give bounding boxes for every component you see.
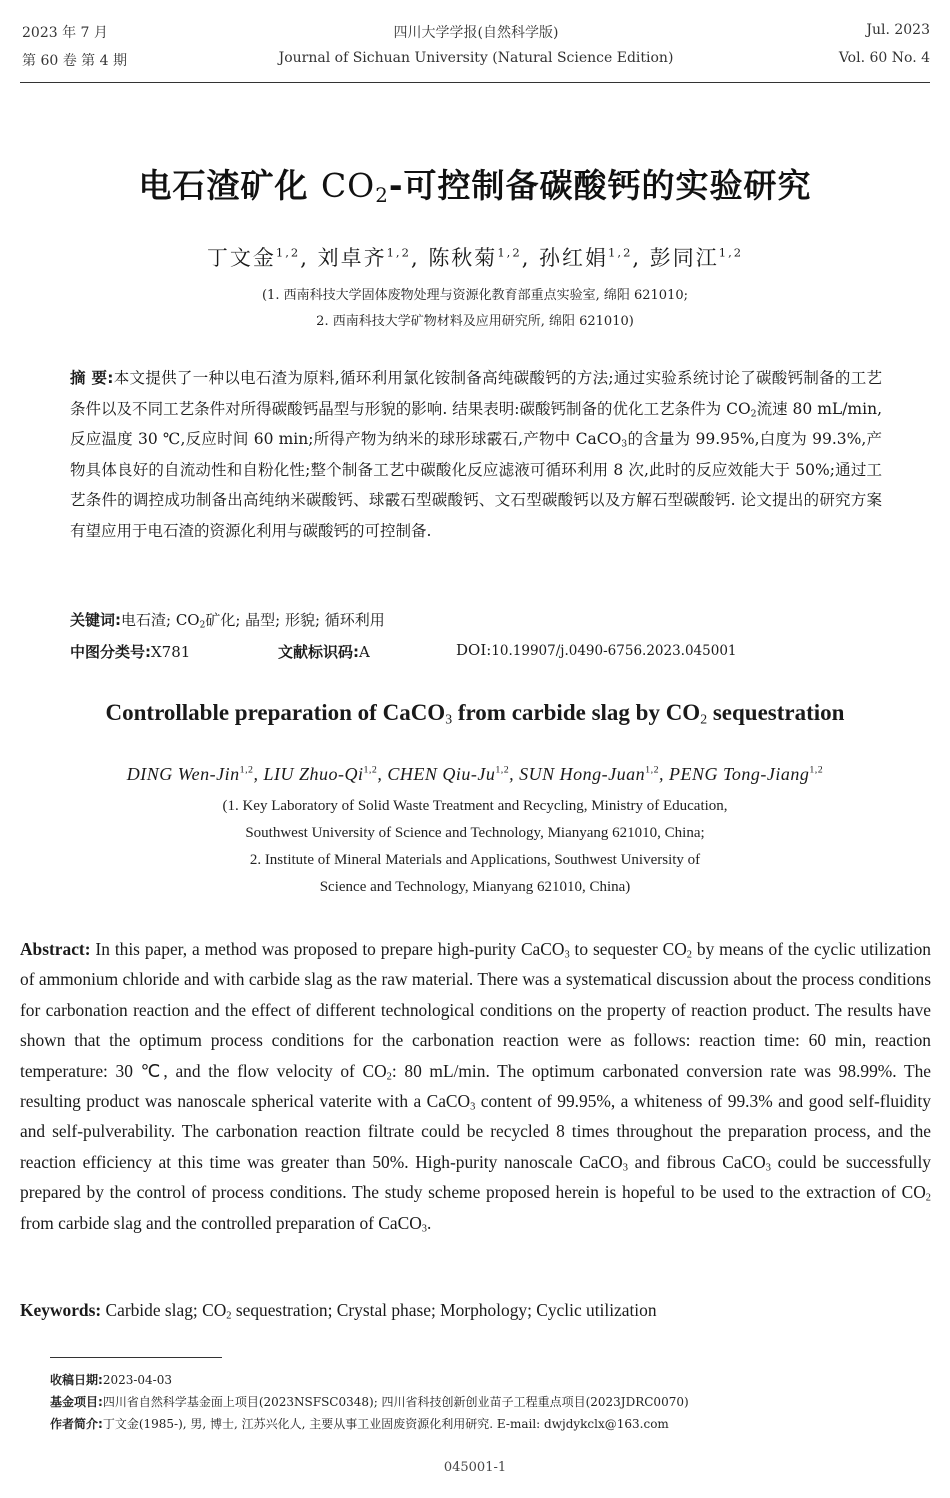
issue-date-cn: 2023 年 7 月 [22,25,108,41]
author-bio-value: 丁文金(1985-), 男, 博士, 江苏兴化人, 主要从事工业固废资源化利用研究. E-mail: dwjdykclx@163.com [102,1417,669,1431]
author-cn: 陈秋菊 [428,246,498,270]
footnote-funding [50,1393,689,1410]
keywords-en-text: Carbide slag; CO [101,1300,227,1320]
keywords-cn-label: 关键词: [70,611,121,629]
title-cn-co: CO [320,166,376,205]
subscript: 2 [700,711,708,727]
title-en-part: Controllable preparation of CaCO [105,700,446,725]
volume-cn: 第 60 卷 第 4 期 [22,53,127,69]
footnote-divider [50,1357,222,1358]
subscript: 2 [750,407,757,419]
doi-value: 10.19907/j.0490-6756.2023.045001 [491,643,737,659]
author-cn: 刘卓齐 [317,246,387,270]
paper-title-en [0,700,950,726]
abstract-en-text: : 80 mL/min. The optimum carbonated conversion rate was 98.99%. The resulting product was nanoscale spherical vaterite with a CaCO [20,1060,932,1112]
document-code-value: A [359,643,370,661]
author-affiliation-mark: 1,2 [497,245,522,260]
affiliation-en-3: 2. Institute of Mineral Materials and Applications, Southwest University of [249,852,701,868]
journal-name-en: Journal of Sichuan University (Natural Science Edition) [278,50,674,66]
footnote-received [50,1371,172,1388]
keywords-en-text: sequestration; Crystal phase; Morphology; Cyclic utilization [231,1300,657,1320]
keywords-cn-text: 矿化; 晶型; 形貌; 循环利用 [205,611,385,629]
author-list-cn: 丁文金$^{1,2}$, 刘卓齐$^{1,2}$, 陈秋菊$^{1,2}$, 孙红娟$^{1,2}$, 彭同江$^{1,2}$ [206,245,744,270]
affiliation-en-1: (1. Key Laboratory of Solid Waste Treatment and Recycling, Ministry of Education, [222,798,728,814]
page-number: 045001-1 [443,1460,507,1475]
subscript: 2 [925,1192,931,1204]
doi-label: DOI: [456,641,492,659]
author-bio-label: 作者简介: [50,1417,103,1431]
subscript: 2 [199,620,206,631]
document-code [278,641,370,662]
abstract-en-text: content of 99.95%, a whiteness of 99.3% and good self-fluidity and self-pulverability. The carbonation reaction filtrate could be recycled 8 times throughout the preparation process, and the reaction efficiency at this time was greater than 50%. High-purity nanoscale CaCO [20,1091,932,1172]
affiliation-cn-2: 2. 西南科技大学矿物材料及应用研究所, 绵阳 621010) [316,314,634,329]
abstract-cn-text: 流速 80 mL/min,反应温度 30 ℃,反应时间 60 min;所得产物为纳米的球形球霰石,产物中 CaCO [70,399,882,448]
funding-label: 基金项目: [50,1395,103,1409]
author-en: DING Wen-Jin [126,764,240,784]
author-affiliation-mark: 1,2 [386,245,411,260]
clc-value: X781 [151,643,191,661]
author-cn: 丁文金 [206,246,276,270]
doi [456,641,737,659]
keywords-cn-text: 电石渣; CO [121,611,200,629]
abstract-en-text: from carbide slag and the controlled preparation of CaCO [20,1212,422,1233]
keywords-en [20,1300,657,1321]
document-code-label: 文献标识码: [278,643,359,661]
title-en-part: from carbide slag by CO [452,700,701,725]
keywords-cn [70,609,385,630]
author-affiliation-mark: 1,2 [239,764,254,776]
author-en: SUN Hong-Juan [519,764,646,784]
affiliation-en-2: Southwest University of Science and Technology, Mianyang 621010, China; [245,825,705,841]
clc-code [70,643,190,661]
abstract-en-text: . [427,1212,432,1233]
author-affiliation-mark: 1,2 [363,764,378,776]
abstract-cn [70,363,882,546]
abstract-en-text: by means of the cyclic utilization of ammonium chloride and with carbide slag as the raw material. There was a systematical discussion about the process conditions for carbonation reaction and the effect of different technological conditions on the property of reaction product. The results have shown that the optimum process conditions for the carbonation reaction were as follows: reaction time: 60 min, reaction temperature: 30 ℃, and the flow velocity of CO [20,939,931,1081]
abstract-en-text: and fibrous CaCO [627,1151,766,1172]
subscript: 3 [564,949,570,961]
title-cn-subscript: 2 [375,183,389,207]
subscript: 3 [445,711,453,727]
subscript: 2 [386,1071,392,1083]
author-affiliation-mark: 1,2 [495,764,510,776]
subscript: 3 [622,1162,628,1174]
issue-date-en: Jul. 2023 [866,22,930,38]
subscript: 2 [686,949,692,961]
author-en: PENG Tong-Jiang [669,764,810,784]
abstract-en [20,934,931,1238]
classification-row [70,641,890,662]
received-label: 收稿日期: [50,1373,103,1387]
subscript: 3 [621,438,628,450]
abstract-en-text: In this paper, a method was proposed to prepare high-purity CaCO [90,939,565,959]
clc-label: 中图分类号: [70,643,151,661]
abstract-en-label: Abstract: [20,939,91,959]
journal-name-cn: 四川大学学报(自然科学版) [393,25,559,41]
abstract-cn-text: 本文提供了一种以电石渣为原料,循环利用氯化铵制备高纯碳酸钙的方法;通过实验系统讨论了碳酸钙制备的工艺条件以及不同工艺条件对所得碳酸钙晶型与形貌的影响. 结果表明:碳酸钙制备的优化工艺条件为 CO [70,369,882,418]
author-cn: 孙红娟 [539,246,609,270]
title-cn-part: -可控制备碳酸钙的实验研究 [388,166,812,205]
author-en: CHEN Qiu-Ju [387,764,496,784]
author-affiliation-mark: 1,2 [718,245,744,260]
received-value: 2023-04-03 [102,1373,172,1387]
subscript: 3 [470,1101,476,1113]
funding-value: 四川省自然科学基金面上项目(2023NSFSC0348); 四川省科技创新创业苗子工程重点项目(2023JDRC0070) [102,1395,689,1409]
volume-en: Vol. 60 No. 4 [838,50,930,66]
author-affiliation-mark: 1,2 [645,764,660,776]
author-affiliation-mark: 1,2 [275,245,301,260]
affiliation-cn-1: (1. 西南科技大学固体废物处理与资源化教育部重点实验室, 绵阳 621010; [261,288,688,303]
subscript: 3 [421,1223,427,1235]
title-cn-part: 电石渣矿化 [138,166,321,205]
abstract-cn-text: 的含量为 99.95%,白度为 99.3%,产物具体良好的自流动性和自粉化性;整个制备工艺中碳酸化反应滤液可循环利用 8 次,此时的反应效能大于 50%;通过工艺条件的调控成功制备出高纯纳米碳酸钙、球霰石型碳酸钙、文石型碳酸钙以及方解石型碳酸钙. 论文提出的研究方案有望应用于电石渣的资源化利用与碳酸钙的可控制备. [70,430,882,540]
title-en-part: sequestration [707,700,845,725]
footnote-author-bio [50,1415,669,1432]
affiliation-en-4: Science and Technology, Mianyang 621010, China) [319,879,631,895]
author-list-en: DING Wen-Jin$^{1,2}$, LIU Zhuo-Qi$^{1,2}$, CHEN Qiu-Ju$^{1,2}$, SUN Hong-Juan$^{1,2}$, PENG Tong-Jiang$^{1,2}$ [126,764,824,784]
header-divider [20,82,930,83]
subscript: 3 [765,1162,771,1174]
paper-title-cn [0,160,950,207]
subscript: 2 [226,1310,232,1322]
author-affiliation-mark: 1,2 [608,245,633,260]
keywords-en-label: Keywords: [20,1300,102,1320]
author-cn: 彭同江 [649,246,719,270]
author-en: LIU Zhuo-Qi [263,764,364,784]
author-affiliation-mark: 1,2 [809,764,824,776]
abstract-en-text: to sequester CO [569,939,687,959]
abstract-en-text: could be successfully prepared by the control of process conditions. The study scheme proposed herein is hopeful to be used to the extraction of CO [20,1151,931,1203]
abstract-cn-label: 摘 要: [70,369,114,387]
